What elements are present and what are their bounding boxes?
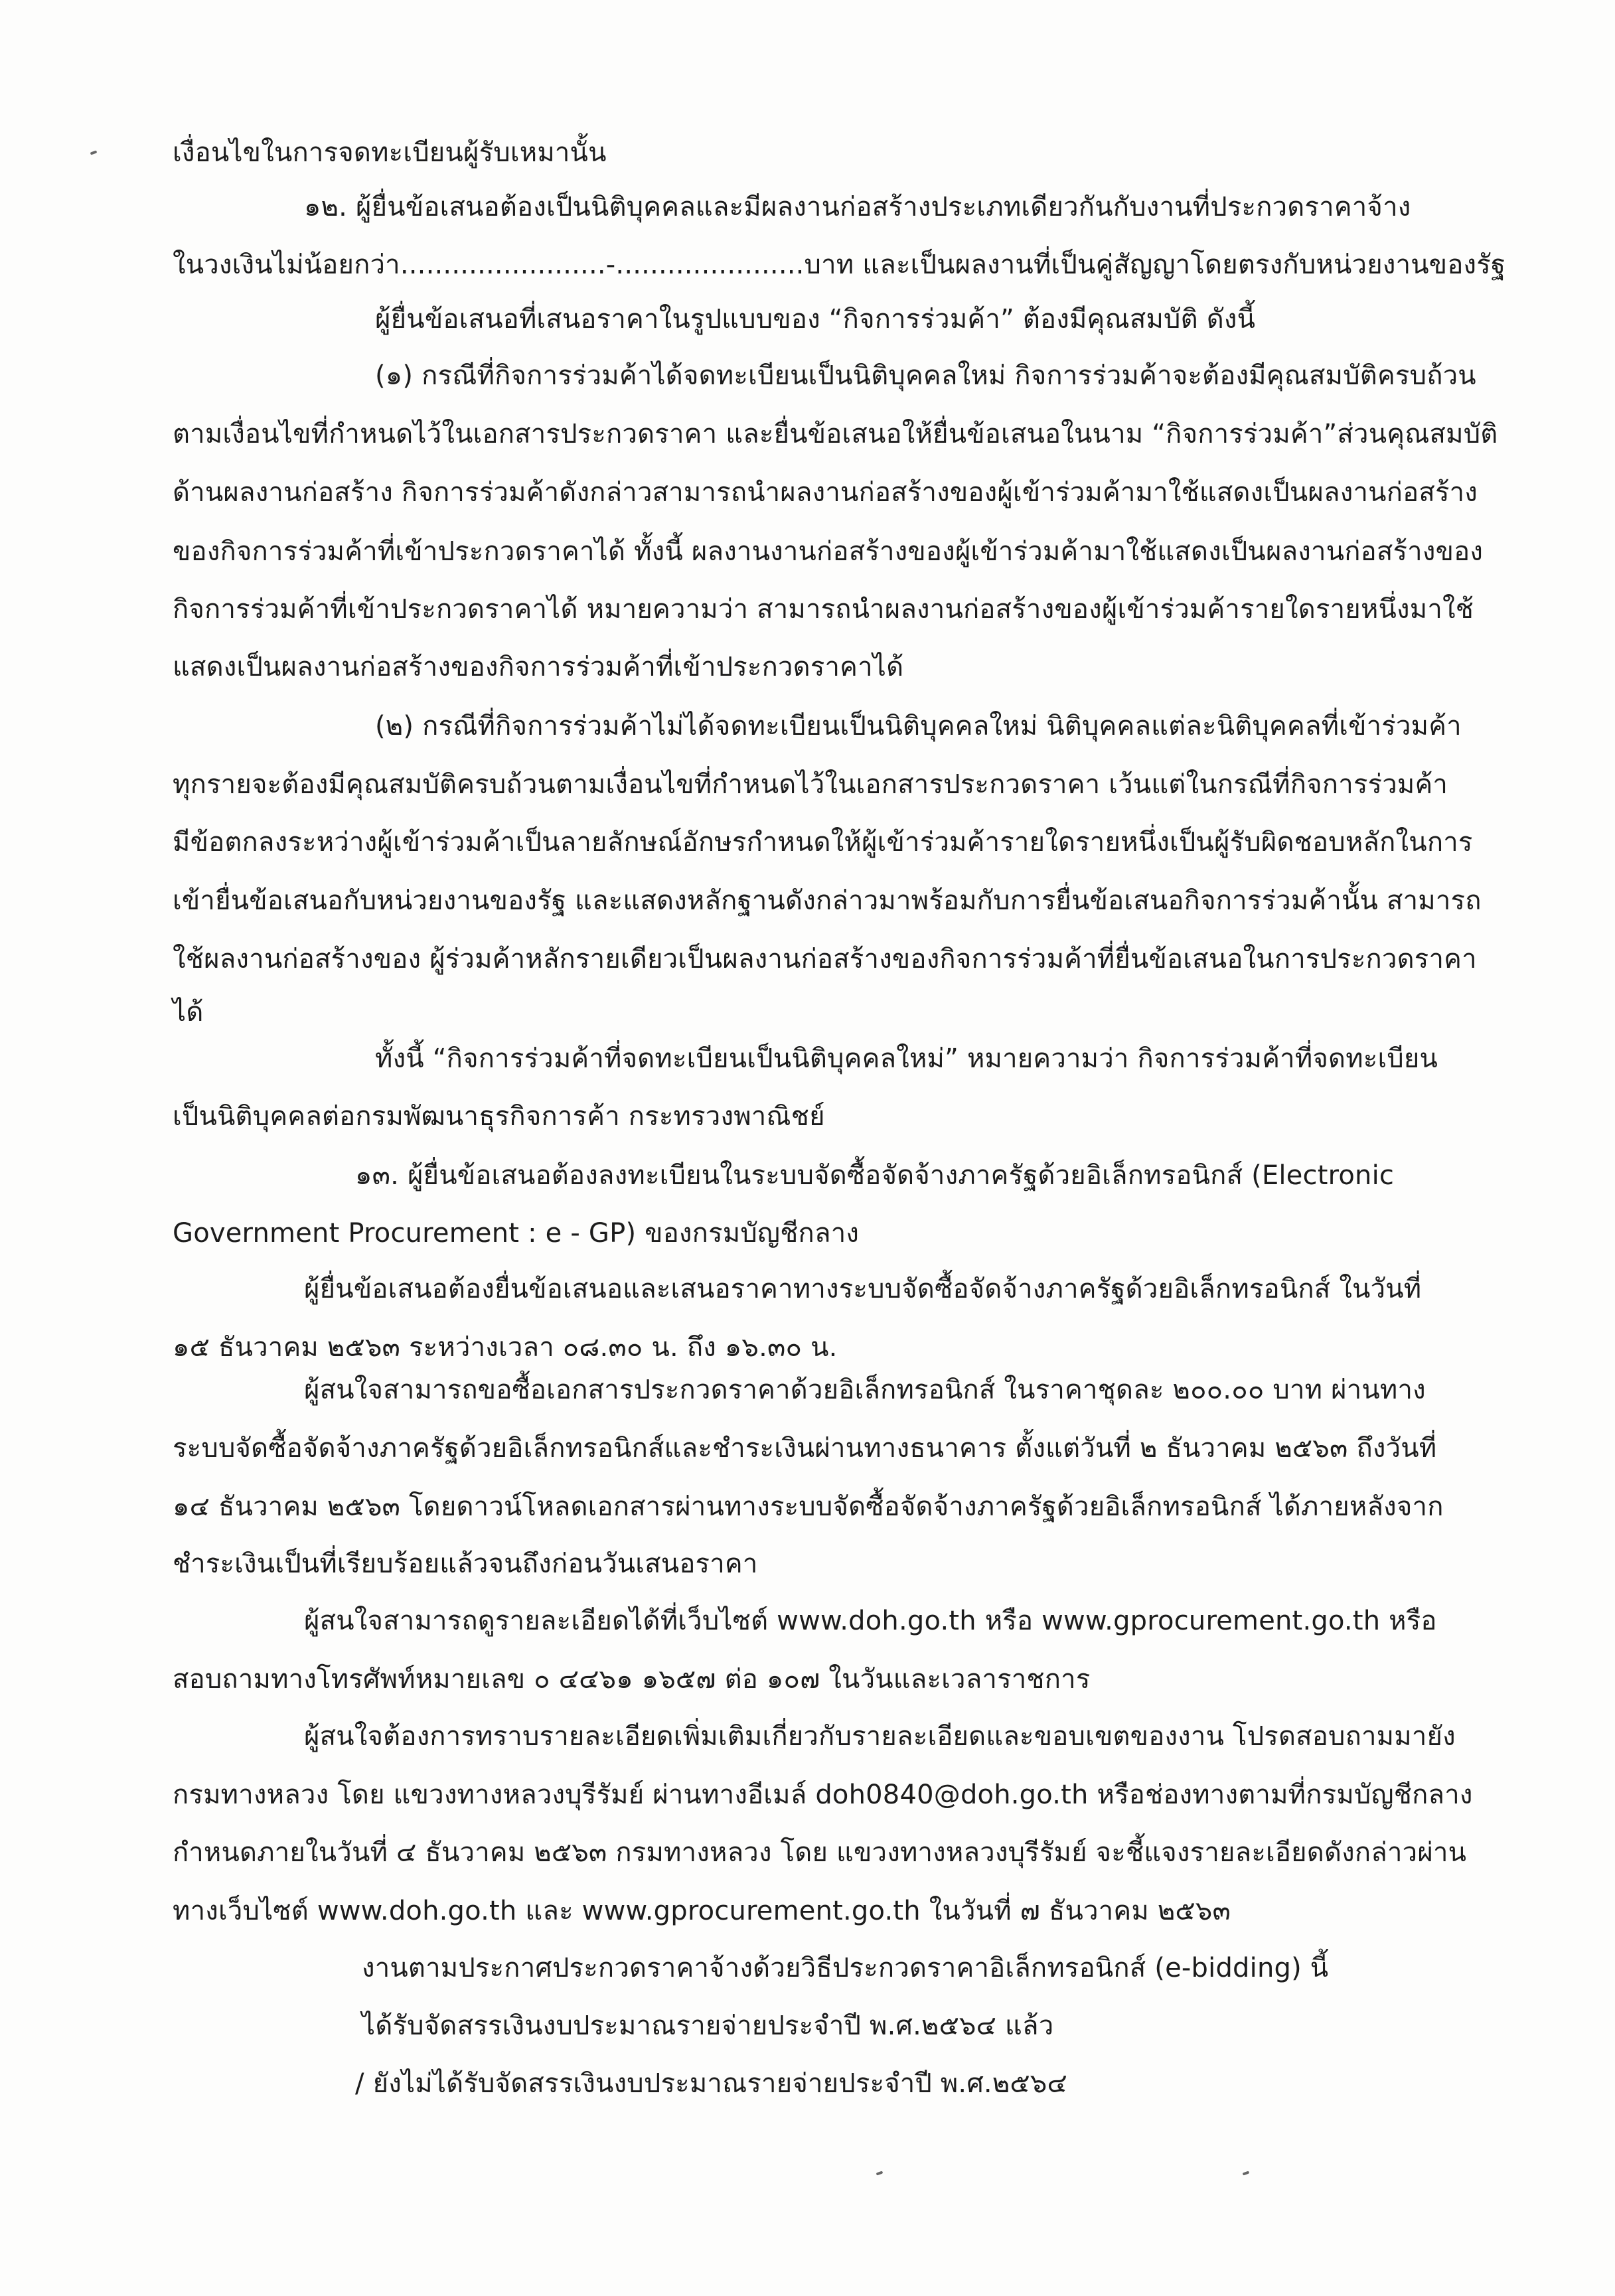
- text-line: ผู้ยื่นข้อเสนอที่เสนอราคาในรูปแบบของ “กิจการร่วมค้า” ต้องมีคุณสมบัติ ดังนี้: [375, 304, 1256, 335]
- text-line: ในวงเงินไม่น้อยกว่า........................-......................บาท และเป็นผลงานที่เป็นคู่สัญญาโดยตรงกับหน่วยงานของรัฐ: [173, 250, 1506, 280]
- text-line: ชำระเงินเป็นที่เรียบร้อยแล้วจนถึงก่อนวันเสนอราคา: [173, 1549, 758, 1579]
- text-line: ผู้ยื่นข้อเสนอต้องยื่นข้อเสนอและเสนอราคาทางระบบจัดซื้อจัดจ้างภาครัฐด้วยอิเล็กทรอนิกส์ ในวันที่: [304, 1274, 1422, 1304]
- text-line: ใช้ผลงานก่อสร้างของ ผู้ร่วมค้าหลักรายเดียวเป็นผลงานก่อสร้างของกิจการร่วมค้าที่ยื่นข้อเสนอในการประกวดราคา: [173, 944, 1477, 974]
- text-line: ๑๕ ธันวาคม ๒๕๖๓ ระหว่างเวลา ๐๘.๓๐ น. ถึง ๑๖.๓๐ น.: [173, 1332, 838, 1363]
- text-line: กิจการร่วมค้าที่เข้าประกวดราคาได้ หมายความว่า สามารถนำผลงานก่อสร้างของผู้เข้าร่วมค้ารายใดรายหนึ่งมาใช้: [173, 594, 1474, 625]
- text-line: มีข้อตกลงระหว่างผู้เข้าร่วมค้าเป็นลายลักษณ์อักษรกำหนดให้ผู้เข้าร่วมค้ารายใดรายหนึ่งเป็นผู้รับผิดชอบหลักในการ: [173, 827, 1473, 858]
- text-line: ทั้งนี้ “กิจการร่วมค้าที่จดทะเบียนเป็นนิติบุคคลใหม่” หมายความว่า กิจการร่วมค้าที่จดทะเบียน: [375, 1043, 1438, 1074]
- text-line: ผู้สนใจสามารถดูรายละเอียดได้ที่เว็บไซต์ www.doh.go.th หรือ www.gprocurement.go.th หรือ: [304, 1606, 1437, 1636]
- text-line: ระบบจัดซื้อจัดจ้างภาครัฐด้วยอิเล็กทรอนิกส์และชำระเงินผ่านทางธนาคาร ตั้งแต่วันที่ ๒ ธันวาคม ๒๕๖๓ ถึงวันที่: [173, 1433, 1437, 1464]
- text-line: ทุกรายจะต้องมีคุณสมบัติครบถ้วนตามเงื่อนไขที่กำหนดไว้ในเอกสารประกวดราคา เว้นแต่ในกรณีที่กิจการร่วมค้า: [173, 769, 1448, 800]
- text-line: ทางเว็บไซต์ www.doh.go.th และ www.gprocurement.go.th ในวันที่ ๗ ธันวาคม ๒๕๖๓: [173, 1896, 1231, 1926]
- scan-speck: [90, 150, 98, 155]
- text-line: ตามเงื่อนไขที่กำหนดไว้ในเอกสารประกวดราคา และยื่นข้อเสนอให้ยื่นข้อเสนอในนาม “กิจการร่วมค้า”ส่วนคุณสมบัติ: [173, 419, 1498, 449]
- text-line: ได้: [173, 997, 204, 1028]
- text-line: เงื่อนไขในการจดทะเบียนผู้รับเหมานั้น: [173, 137, 607, 168]
- text-line: สอบถามทางโทรศัพท์หมายเลข ๐ ๔๔๖๑ ๑๖๕๗ ต่อ ๑๐๗ ในวันและเวลาราชการ: [173, 1664, 1091, 1695]
- text-line: เป็นนิติบุคคลต่อกรมพัฒนาธุรกิจการค้า กระทรวงพาณิชย์: [173, 1101, 825, 1132]
- text-line: ๑๒. ผู้ยื่นข้อเสนอต้องเป็นนิติบุคคลและมีผลงานก่อสร้างประเภทเดียวกันกับงานที่ประกวดราคาจ้าง: [304, 192, 1411, 222]
- scan-speck: [1243, 2171, 1250, 2175]
- text-line: ผู้สนใจต้องการทราบรายละเอียดเพิ่มเติมเกี่ยวกับรายละเอียดและขอบเขตของงาน โปรดสอบถามมายัง: [304, 1721, 1456, 1752]
- text-line: ได้รับจัดสรรเงินงบประมาณรายจ่ายประจำปี พ.ศ.๒๕๖๔ แล้ว: [362, 2011, 1054, 2041]
- text-line: (๑) กรณีที่กิจการร่วมค้าได้จดทะเบียนเป็นนิติบุคคลใหม่ กิจการร่วมค้าจะต้องมีคุณสมบัติครบถ้วน: [375, 360, 1476, 391]
- text-line: ๑๔ ธันวาคม ๒๕๖๓ โดยดาวน์โหลดเอกสารผ่านทางระบบจัดซื้อจัดจ้างภาครัฐด้วยอิเล็กทรอนิกส์ ได้ภายหลังจาก: [173, 1492, 1444, 1522]
- text-line: กรมทางหลวง โดย แขวงทางหลวงบุรีรัมย์ ผ่านทางอีเมล์ doh0840@doh.go.th หรือช่องทางตามที่กรมบัญชีกลาง: [173, 1780, 1473, 1810]
- text-line: งานตามประกาศประกวดราคาจ้างด้วยวิธีประกวดราคาอิเล็กทรอนิกส์ (e-bidding) นี้: [362, 1953, 1329, 1983]
- text-line: กำหนดภายในวันที่ ๔ ธันวาคม ๒๕๖๓ กรมทางหลวง โดย แขวงทางหลวงบุรีรัมย์ จะชี้แจงรายละเอียดดังกล่าวผ่าน: [173, 1837, 1467, 1868]
- text-line: Government Procurement : e - GP) ของกรมบัญชีกลาง: [173, 1218, 860, 1249]
- text-line: (๒) กรณีที่กิจการร่วมค้าไม่ได้จดทะเบียนเป็นนิติบุคคลใหม่ นิติบุคคลแต่ละนิติบุคคลที่เข้าร่วมค้า: [375, 711, 1462, 741]
- text-line: ของกิจการร่วมค้าที่เข้าประกวดราคาได้ ทั้งนี้ ผลงานงานก่อสร้างของผู้เข้าร่วมค้ามาใช้แสดงเป็นผลงานก่อสร้างของ: [173, 536, 1484, 567]
- text-line: ๑๓. ผู้ยื่นข้อเสนอต้องลงทะเบียนในระบบจัดซื้อจัดจ้างภาครัฐด้วยอิเล็กทรอนิกส์ (Electronic: [355, 1160, 1395, 1191]
- text-line: แสดงเป็นผลงานก่อสร้างของกิจการร่วมค้าที่เข้าประกวดราคาได้: [173, 652, 904, 682]
- text-line: เข้ายื่นข้อเสนอกับหน่วยงานของรัฐ และแสดงหลักฐานดังกล่าวมาพร้อมกับการยื่นข้อเสนอกิจการร่วมค้านั้น สามารถ: [173, 885, 1482, 916]
- text-line: / ยังไม่ได้รับจัดสรรเงินงบประมาณรายจ่ายประจำปี พ.ศ.๒๕๖๔: [355, 2068, 1067, 2099]
- text-line: ผู้สนใจสามารถขอซื้อเอกสารประกวดราคาด้วยอิเล็กทรอนิกส์ ในราคาชุดละ ๒๐๐.๐๐ บาท ผ่านทาง: [304, 1375, 1426, 1405]
- text-line: ด้านผลงานก่อสร้าง กิจการร่วมค้าดังกล่าวสามารถนำผลงานก่อสร้างของผู้เข้าร่วมค้ามาใช้แสดงเป็นผลงานก่อสร้าง: [173, 477, 1478, 508]
- scan-speck: [876, 2171, 884, 2175]
